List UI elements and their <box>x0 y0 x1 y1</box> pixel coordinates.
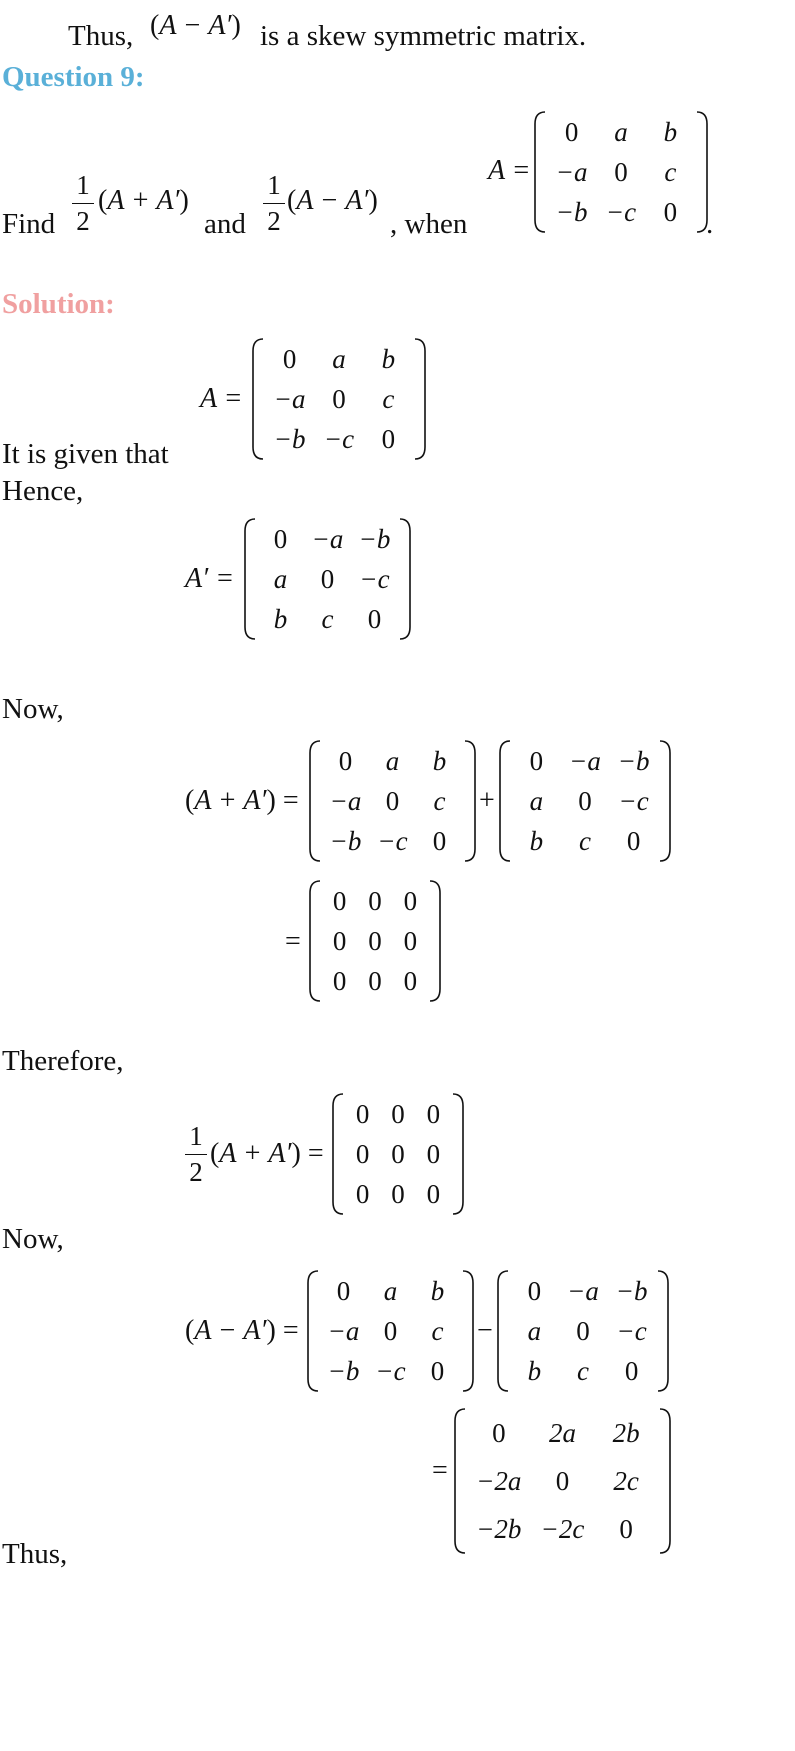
left-paren <box>498 1271 508 1391</box>
matrix-cell: b <box>527 1356 542 1386</box>
right-paren <box>453 1094 463 1214</box>
matrix-cell: b <box>663 117 678 147</box>
matrix-cell: 0 <box>273 524 288 554</box>
right-paren <box>660 741 670 861</box>
matrix-cell: 0 <box>430 1356 445 1386</box>
matrix-cell: a <box>529 786 544 816</box>
matrix-cell: −a <box>273 384 306 414</box>
matrix-cell: 0 <box>576 1316 590 1346</box>
matrix-a-transpose <box>245 515 410 643</box>
matrix-cell: 0 <box>355 1179 370 1209</box>
matrix-cell: −a <box>567 1276 599 1306</box>
half-fraction-1: 1 2 <box>72 172 94 235</box>
matrix-cell: c <box>579 826 591 856</box>
matrix-cell: b <box>529 826 544 856</box>
matrix-cell: 0 <box>381 424 396 454</box>
right-paren <box>658 1271 668 1391</box>
matrix-diff-result <box>455 1405 670 1557</box>
matrix-cell: 0 <box>391 1139 405 1169</box>
matrix-a-question <box>535 108 707 236</box>
and-text: and <box>204 208 246 240</box>
matrix-cell: b <box>430 1276 445 1306</box>
matrix-cell: 0 <box>619 1514 633 1544</box>
left-paren <box>535 112 545 232</box>
period: . <box>706 208 714 240</box>
matrix-a-diff-left <box>308 1267 473 1395</box>
thus-end-text: Thus, <box>2 1538 68 1570</box>
plus-sign: + <box>479 785 495 816</box>
matrix-cell: −b <box>615 1276 648 1306</box>
matrix-cell: −b <box>329 826 362 856</box>
left-paren <box>310 741 320 861</box>
matrix-cell: a <box>385 746 400 776</box>
matrix-cell: 0 <box>426 1139 441 1169</box>
matrix-cell: c <box>382 384 395 414</box>
matrix-cell: 0 <box>527 1276 542 1306</box>
minus-sign: − <box>477 1315 493 1346</box>
matrix-cell: −2a <box>476 1466 522 1496</box>
solution-heading: Solution: <box>2 288 115 320</box>
matrix-cell: −c <box>605 197 637 227</box>
expr-a-minus-at-inline: (A − A′) <box>150 10 241 41</box>
left-paren <box>308 1271 318 1391</box>
matrix-cell: −c <box>616 1316 647 1346</box>
right-paren <box>430 881 440 1001</box>
matrix-cell: a <box>614 117 628 147</box>
matrix-cell: 0 <box>385 786 400 816</box>
matrix-cell: −a <box>569 746 601 776</box>
left-paren <box>310 881 320 1001</box>
matrix-cell: 2c <box>613 1466 639 1496</box>
matrix-cell: −a <box>329 786 362 816</box>
matrix-cell: −c <box>359 564 390 594</box>
matrix-cell: 0 <box>368 966 382 996</box>
right-paren <box>660 1409 670 1553</box>
a-equals-label-given: A = <box>200 383 243 414</box>
matrix-at-diff-right <box>498 1267 668 1395</box>
matrix-cell: 0 <box>391 1099 405 1129</box>
matrix-cell: −2c <box>540 1514 585 1544</box>
matrix-a-given <box>253 335 425 463</box>
expr-a-minus-at: (A − A′) <box>287 185 378 216</box>
matrix-cell: −b <box>617 746 650 776</box>
matrix-cell: 0 <box>338 746 353 776</box>
matrix-cell: −c <box>377 826 408 856</box>
matrix-cell: 0 <box>564 117 579 147</box>
matrix-cell: −c <box>323 424 355 454</box>
matrix-at-sum-right <box>500 737 670 865</box>
matrix-zero-sum <box>310 877 440 1005</box>
left-paren <box>500 741 510 861</box>
matrix-cell: 0 <box>368 886 382 916</box>
sum-equals: = <box>285 926 301 957</box>
matrix-cell: 0 <box>624 1356 639 1386</box>
matrix-cell: 2a <box>549 1418 576 1448</box>
matrix-cell: 0 <box>426 1179 441 1209</box>
matrix-cell: c <box>664 157 677 187</box>
sum-lhs: (A + A′) = <box>185 785 299 816</box>
matrix-cell: b <box>381 344 396 374</box>
given-text: It is given that <box>2 438 169 470</box>
thus-intro-text: Thus, <box>68 20 134 52</box>
matrix-cell: 0 <box>403 926 418 956</box>
matrix-cell: −a <box>327 1316 360 1346</box>
matrix-cell: 0 <box>368 926 382 956</box>
matrix-cell: 0 <box>403 966 418 996</box>
left-paren <box>245 519 255 639</box>
matrix-cell: 0 <box>555 1466 570 1496</box>
matrix-cell: −c <box>618 786 649 816</box>
matrix-cell: a <box>332 344 346 374</box>
half-fraction-2: 1 2 <box>263 172 285 235</box>
matrix-cell: 0 <box>626 826 641 856</box>
half-sum-lhs: (A + A′) = <box>210 1138 324 1169</box>
left-paren <box>253 339 263 459</box>
matrix-cell: c <box>431 1316 444 1346</box>
find-text: Find <box>2 208 56 240</box>
right-paren <box>463 1271 473 1391</box>
matrix-cell: −2b <box>476 1514 522 1544</box>
matrix-cell: 0 <box>529 746 544 776</box>
at-equals-label: A′ = <box>185 563 235 594</box>
matrix-cell: c <box>433 786 446 816</box>
a-equals-label-q: A = <box>488 155 531 186</box>
matrix-cell: 0 <box>332 384 346 414</box>
right-paren <box>415 339 425 459</box>
now-text-2: Now, <box>2 1223 64 1255</box>
matrix-cell: 0 <box>578 786 592 816</box>
matrix-zero-half <box>333 1090 463 1218</box>
matrix-cell: a <box>383 1276 398 1306</box>
matrix-cell: 0 <box>282 344 297 374</box>
expr-a-plus-at: (A + A′) <box>98 185 189 216</box>
matrix-cell: −b <box>358 524 391 554</box>
matrix-cell: −b <box>555 197 588 227</box>
matrix-cell: 0 <box>355 1139 370 1169</box>
matrix-cell: b <box>432 746 447 776</box>
matrix-cell: 0 <box>383 1316 398 1346</box>
matrix-cell: 2b <box>612 1418 640 1448</box>
left-paren <box>333 1094 343 1214</box>
matrix-cell: 0 <box>614 157 628 187</box>
diff-equals: = <box>432 1455 448 1486</box>
right-paren <box>400 519 410 639</box>
right-paren <box>465 741 475 861</box>
matrix-cell: −c <box>375 1356 406 1386</box>
matrix-cell: a <box>527 1316 542 1346</box>
matrix-cell: 0 <box>403 886 418 916</box>
left-paren <box>455 1409 465 1553</box>
matrix-cell: c <box>577 1356 589 1386</box>
matrix-cell: 0 <box>391 1179 405 1209</box>
hence-text: Hence, <box>2 475 84 507</box>
matrix-cell: a <box>273 564 288 594</box>
matrix-cell: 0 <box>336 1276 351 1306</box>
skew-text: is a skew symmetric matrix. <box>260 20 587 52</box>
matrix-cell: 0 <box>355 1099 370 1129</box>
therefore-text: Therefore, <box>2 1045 124 1077</box>
matrix-cell: 0 <box>432 826 447 856</box>
matrix-cell: 0 <box>367 604 382 634</box>
matrix-cell: b <box>273 604 288 634</box>
half-fraction-3: 1 2 <box>185 1123 207 1186</box>
matrix-cell: 0 <box>492 1418 506 1448</box>
matrix-cell: 0 <box>320 564 335 594</box>
matrix-cell: −a <box>555 157 588 187</box>
matrix-cell: −a <box>311 524 344 554</box>
matrix-cell: 0 <box>332 966 347 996</box>
question-heading: Question 9: <box>2 61 145 93</box>
matrix-cell: 0 <box>332 886 347 916</box>
matrix-cell: c <box>321 604 334 634</box>
matrix-cell: 0 <box>426 1099 441 1129</box>
diff-lhs: (A − A′) = <box>185 1315 299 1346</box>
matrix-cell: −b <box>327 1356 360 1386</box>
matrix-cell: −b <box>273 424 306 454</box>
when-text: , when <box>390 208 468 240</box>
matrix-cell: 0 <box>332 926 347 956</box>
now-text-1: Now, <box>2 693 64 725</box>
matrix-a-sum-left <box>310 737 475 865</box>
matrix-cell: 0 <box>663 197 678 227</box>
